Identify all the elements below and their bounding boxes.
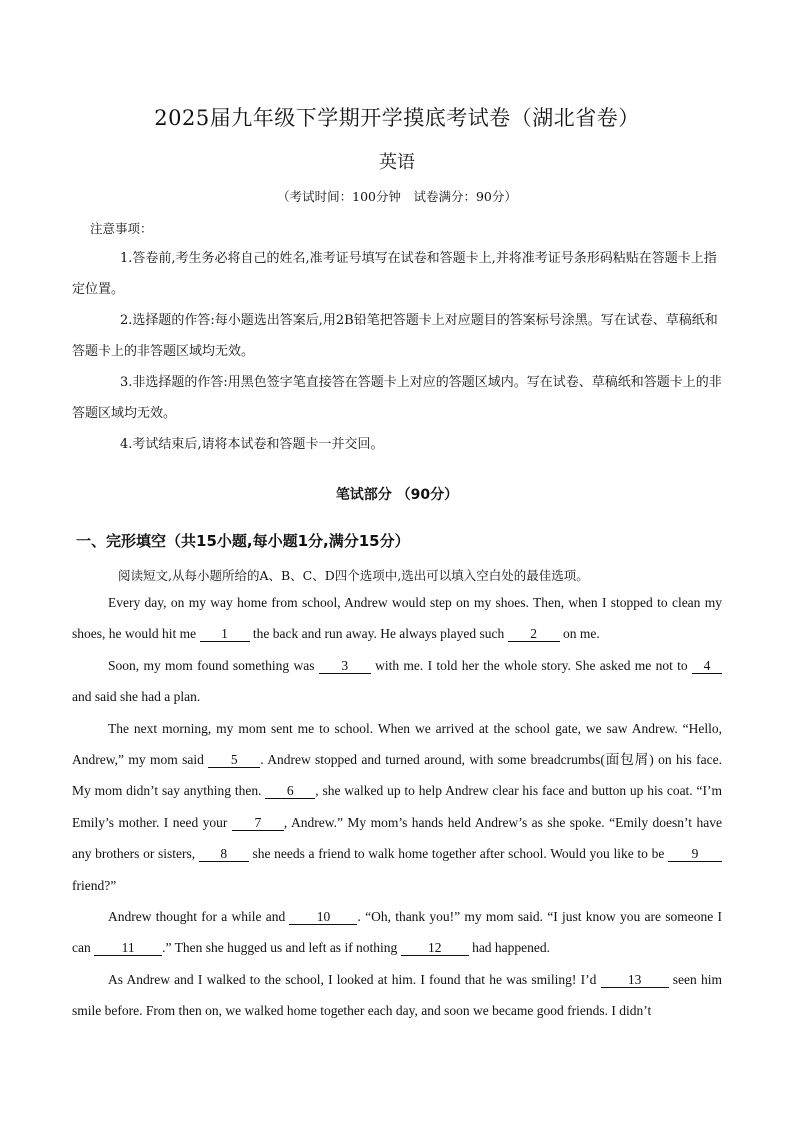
cloze-passage — [72, 587, 722, 1027]
blank-8: 8 — [199, 847, 249, 862]
blank-9: 9 — [668, 847, 722, 862]
blank-7: 7 — [232, 816, 284, 831]
paragraph-4: Andrew thought for a while and 10 . “Oh, thank you!” my mom said. “I just know you are someone I can 11 .” Then she hugged us and left as if nothing 12 had happened. — [72, 909, 722, 956]
blank-6: 6 — [265, 784, 315, 799]
note-item-4: 4.考试结束后,请将本试卷和答题卡一并交回。 — [120, 437, 384, 452]
blank-5: 5 — [208, 753, 260, 768]
part-instruction: 阅读短文,从每小题所给的A、B、C、D四个选项中,选出可以填入空白处的最佳选项。 — [118, 568, 589, 583]
blank-3: 3 — [319, 659, 371, 674]
blank-1: 1 — [200, 627, 250, 642]
paragraph-5: As Andrew and I walked to the school, I looked at him. I found that he was smiling! I’d 13 seen him smile before. From then on, we walked home together each day, and soon we became good friends. I didn’t — [72, 971, 722, 1019]
notes-heading: 注意事项： — [90, 221, 153, 236]
paragraph-1: Every day, on my way home from school, Andrew would step on my shoes. Then, when I stopped to clean my shoes, he would hit me 1 the back and run away. He always played such 2 on me. — [72, 595, 722, 642]
blank-13: 13 — [601, 973, 669, 988]
blank-12: 12 — [401, 941, 469, 956]
note-item-3: 3.非选择题的作答:用黑色签字笔直接答在答题卡上对应的答题区域内。写在试卷、草稿纸和答题卡上的非答题区域均无效。 — [72, 375, 722, 421]
blank-4: 4 — [692, 659, 722, 674]
subject-title: 英语 — [379, 152, 415, 173]
paragraph-2: Soon, my mom found something was 3 with me. I told her the whole story. She asked me not to 4 and said she had a plan. — [72, 650, 722, 713]
part-title: 一、完形填空（共15小题,每小题1分,满分15分） — [76, 532, 410, 550]
note-item-1: 1.答卷前,考生务必将自己的姓名,准考证号填写在试卷和答题卡上,并将准考证号条形码粘贴在答题卡上指定位置。 — [72, 251, 717, 297]
blank-2: 2 — [508, 627, 560, 642]
note-item-2: 2.选择题的作答:每小题选出答案后,用2B铅笔把答题卡上对应题目的答案标号涂黑。写在试卷、草稿纸和答题卡上的非答题区域均无效。 — [72, 313, 718, 359]
blank-11: 11 — [94, 941, 162, 956]
blank-10: 10 — [289, 910, 357, 925]
exam-info: （考试时间：100分钟 试卷满分：90分） — [277, 189, 517, 204]
section-title: 笔试部分 （90分） — [335, 487, 459, 503]
page-title: 2025届九年级下学期开学摸底考试卷（湖北省卷） — [154, 106, 640, 130]
paragraph-3: The next morning, my mom sent me to school. When we arrived at the school gate, we saw Andrew. “Hello, Andrew,” my mom said 5 . Andrew stopped and turned around, with some breadcrumbs(面包屑) on his face. My mom didn’t say anything then. 6 , she walked up to help Andrew clear his face and button up his coat. “I’m Emily’s mother. I need your 7 , Andrew.” My mom’s hands held Andrew’s as she spoke. “Emily doesn’t have any brothers or sisters, 8 she needs a friend to walk home together after school. Would you like to be 9 friend?” — [72, 720, 722, 893]
